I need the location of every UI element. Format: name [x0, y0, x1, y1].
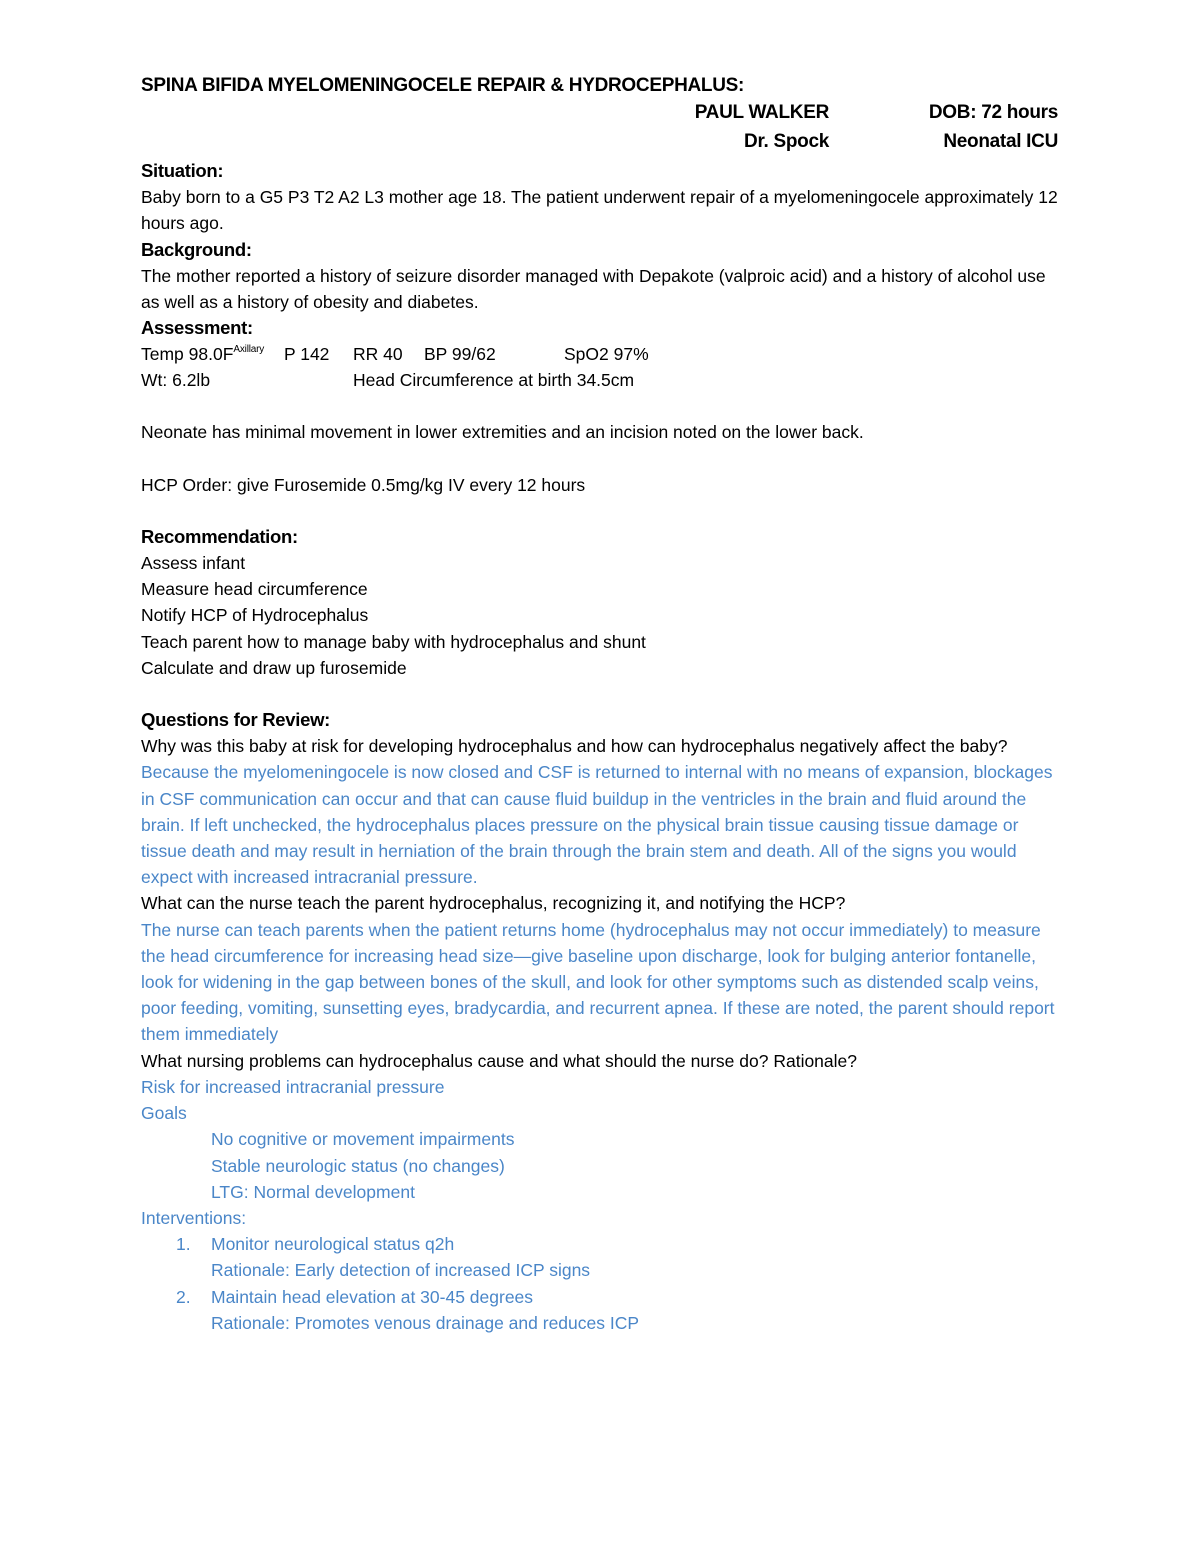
vital-head-circumference: Head Circumference at birth 34.5cm — [353, 370, 635, 391]
recommendation-item: Calculate and draw up furosemide — [141, 657, 407, 678]
header-row-doctor — [141, 129, 1061, 158]
intervention-rationale: Rationale: Early detection of increased ICP signs — [211, 1260, 591, 1281]
intervention-number: 2. — [176, 1286, 191, 1307]
header-row-patient — [141, 100, 1061, 129]
goals-label: Goals — [141, 1103, 187, 1124]
assessment-note: Neonate has minimal movement in lower extremities and an incision noted on the lower back. — [141, 422, 864, 443]
review-heading: Questions for Review: — [141, 709, 331, 731]
nursing-problem: Risk for increased intracranial pressure — [141, 1076, 445, 1097]
goal-item: Stable neurologic status (no changes) — [211, 1155, 505, 1176]
vital-bp: BP 99/62 — [424, 344, 496, 365]
vital-pulse: P 142 — [284, 344, 330, 365]
background-text: The mother reported a history of seizure disorder managed with Depakote (valproic acid) and a history of alcohol use as well as a history of obesity and diabetes. — [141, 265, 1046, 313]
vital-temp — [141, 341, 264, 367]
situation-heading: Situation: — [141, 160, 224, 181]
recommendation-item: Teach parent how to manage baby with hydrocephalus and shunt — [141, 631, 646, 652]
recommendation-item: Notify HCP of Hydrocephalus — [141, 605, 369, 626]
intervention-text: Maintain head elevation at 30-45 degrees — [211, 1286, 534, 1307]
recommendation-item: Assess infant — [141, 553, 246, 574]
vital-rr: RR 40 — [353, 344, 403, 365]
recommendation-item: Measure head circumference — [141, 579, 368, 600]
patient-dob: DOB: 72 hours — [928, 102, 1058, 123]
unit-name: Neonatal ICU — [943, 131, 1058, 152]
temp-site: Axillary — [233, 344, 265, 356]
interventions-label: Interventions: — [141, 1207, 247, 1228]
vital-weight: Wt: 6.2lb — [141, 370, 211, 391]
document-title: SPINA BIFIDA MYELOMENINGOCELE REPAIR & HYDROCEPHALUS: — [141, 75, 745, 96]
intervention-item — [141, 1231, 1061, 1283]
goal-item: LTG: Normal development — [211, 1181, 415, 1202]
situation-text: Baby born to a G5 P3 T2 A2 L3 mother age 18. The patient underwent repair of a myelomeningocele approximately 12 hours ago. — [141, 187, 1058, 234]
weight-row — [141, 367, 1061, 393]
vitals-row — [141, 341, 1061, 367]
assessment-heading: Assessment: — [141, 317, 253, 339]
intervention-item — [141, 1284, 1061, 1336]
document-page — [141, 72, 1061, 1336]
question-2: What can the nurse teach the parent hydrocephalus, recognizing it, and notifying the HCP? — [141, 893, 846, 914]
patient-name: PAUL WALKER — [694, 102, 829, 123]
recommendation-heading: Recommendation: — [141, 525, 298, 547]
intervention-text: Monitor neurological status q2h — [211, 1234, 455, 1255]
hcp-order: HCP Order: give Furosemide 0.5mg/kg IV every 12 hours — [141, 474, 586, 495]
intervention-rationale: Rationale: Promotes venous drainage and reduces ICP — [211, 1312, 640, 1333]
question-3: What nursing problems can hydrocephalus cause and what should the nurse do? Rationale? — [141, 1050, 858, 1071]
doctor-name: Dr. Spock — [744, 131, 829, 152]
question-1: Why was this baby at risk for developing hydrocephalus and how can hydrocephalus negatively affect the baby? — [141, 736, 1008, 757]
temp-value: Temp 98.0F — [141, 344, 234, 365]
background-heading: Background: — [141, 238, 252, 260]
goal-item: No cognitive or movement impairments — [211, 1129, 515, 1150]
answer-2: The nurse can teach parents when the patient returns home (hydrocephalus may not occur immediately) to measure the head circumference for increasing head size—give baseline upon discharge, look for bulging anterior fontanelle, look for widening in the gap between bones of the skull, and look for other symptoms such as distended scalp veins, poor feeding, vomiting, sunsetting eyes, bradycardia, and recurrent apnea. If these are noted, the parent should report them immediately — [141, 919, 1055, 1045]
answer-1: Because the myelomeningocele is now closed and CSF is returned to internal with no means of expansion, blockages in CSF communication can occur and that can cause fluid buildup in the ventricles in the brain and fluid around the brain. If left unchecked, the hydrocephalus places pressure on the physical brain tissue causing tissue damage or tissue death and may result in herniation of the brain through the brain stem and death. All of the signs you would expect with increased intracranial pressure. — [141, 762, 1053, 888]
vital-spo2: SpO2 97% — [564, 344, 649, 365]
intervention-number: 1. — [176, 1234, 191, 1255]
